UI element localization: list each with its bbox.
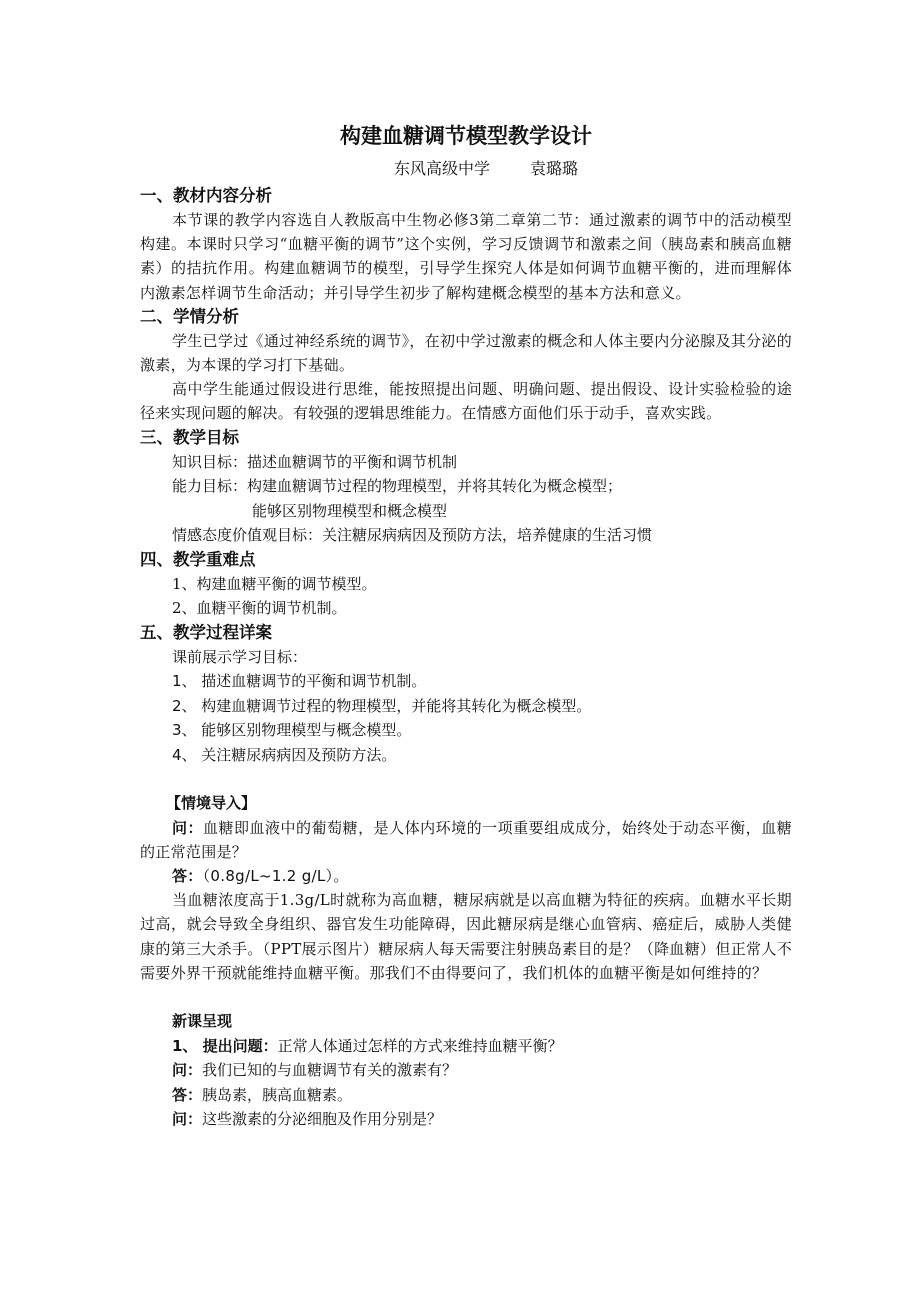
- learning-goal-3: 3、 能够区别物理模型与概念模型。: [172, 721, 412, 740]
- question-text: 血糖即血液中的葡萄糖，是人体内环境的一项重要组成成分，始终处于动态平衡，血糖的正常范围是？: [140, 818, 792, 861]
- learning-goal-1: 1、 描述血糖调节的平衡和调节机制。: [172, 672, 427, 691]
- item-label: 问：: [172, 1061, 203, 1080]
- learning-goal-2: 2、 构建血糖调节过程的物理模型，并能将其转化为概念模型。: [172, 696, 592, 715]
- document-title: 构建血糖调节模型教学设计: [340, 124, 592, 148]
- new-lesson-heading: 新课呈现: [172, 1012, 233, 1031]
- item-text: 正常人体通过怎样的方式来维持血糖平衡？: [277, 1036, 563, 1055]
- answer-label: 答：: [172, 867, 203, 886]
- section-heading-5: 五、教学过程详案: [140, 622, 272, 642]
- scenario-question: [140, 816, 792, 864]
- school-name: 东风高级中学: [393, 159, 490, 178]
- item-label: 答：: [172, 1085, 203, 1104]
- section-heading-4: 四、教学重难点: [140, 549, 256, 569]
- section-heading-2: 二、学情分析: [140, 306, 239, 326]
- scenario-answer: [140, 864, 792, 888]
- item-label: 问：: [172, 1110, 203, 1129]
- learning-goal-4: 4、 关注糖尿病病因及预防方法。: [172, 745, 397, 764]
- section-2-paragraph-1: 学生已学过《通过神经系统的调节》，在初中学过激素的概念和人体主要内分泌腺及其分泌的激素，为本课的学习打下基础。: [140, 331, 792, 375]
- scenario-paragraph: 当血糖浓度高于1.3g/L时就称为高血糖，糖尿病就是以高血糖为特征的疾病。血糖水平长期过高，就会导致全身组织、器官发生功能障碍，因此糖尿病是继心血管病、癌症后，威胁人类健康的第三大杀手。（PPT展示图片）糖尿病人每天需要注射胰岛素目的是？（降血糖）但正常人不需要外界干预就能维持血糖平衡。那我们不由得要问了，我们机体的血糖平衡是如何维持的？: [140, 891, 792, 982]
- byline: [140, 154, 792, 184]
- goal-ability: 能力目标：构建血糖调节过程的物理模型，并将其转化为概念模型；: [172, 477, 623, 496]
- item-text: 我们已知的与血糖调节有关的激素有？: [202, 1061, 458, 1080]
- section-heading-1: 一、教材内容分析: [140, 186, 272, 205]
- new-lesson-item-3: [140, 1083, 792, 1108]
- goal-ability-cont: 能够区别物理模型和概念模型: [252, 501, 448, 520]
- item-text: 这些激素的分泌细胞及作用分别是？: [202, 1110, 443, 1129]
- document-page: [140, 118, 792, 1132]
- key-point-2: 2、血糖平衡的调节机制。: [172, 599, 347, 618]
- goal-emotion: 情感态度价值观目标：关注糖尿病病因及预防方法，培养健康的生活习惯: [172, 526, 653, 545]
- section-1-paragraph: 本节课的教学内容选自人教版高中生物必修3第二章第二节：通过激素的调节中的活动模型构建。本课时只学习“血糖平衡的调节”这个实例，学习反馈调节和激素之间（胰岛素和胰高血糖素）的拮抗作用。构建血糖调节的模型，引导学生探究人体是如何调节血糖平衡的，进而理解体内激素怎样调节生命活动；并引导学生初步了解构建概念模型的基本方法和意义。: [140, 211, 792, 302]
- goals-intro: 课前展示学习目标：: [172, 647, 308, 666]
- new-lesson-item-1: [140, 1034, 792, 1059]
- item-label: 1、 提出问题：: [172, 1036, 278, 1055]
- section-heading-3: 三、教学目标: [140, 427, 239, 447]
- goal-knowledge: 知识目标：描述血糖调节的平衡和调节机制: [172, 452, 458, 471]
- new-lesson-item-2: [140, 1058, 792, 1083]
- author-name: 袁璐璐: [530, 159, 579, 178]
- answer-text: （0.8g/L~1.2 g/L）。: [202, 867, 349, 886]
- section-2-paragraph-2: 高中学生能通过假设进行思维，能按照提出问题、明确问题、提出假设、设计实验检验的途径来实现问题的解决。有较强的逻辑思维能力。在情感方面他们乐于动手，喜欢实践。: [140, 380, 792, 423]
- scenario-heading: 【情境导入】: [166, 794, 257, 813]
- question-label: 问：: [172, 818, 204, 837]
- item-text: 胰岛素，胰高血糖素。: [202, 1085, 353, 1104]
- new-lesson-item-4: [140, 1107, 792, 1132]
- key-point-1: 1、构建血糖平衡的调节模型。: [172, 574, 377, 593]
